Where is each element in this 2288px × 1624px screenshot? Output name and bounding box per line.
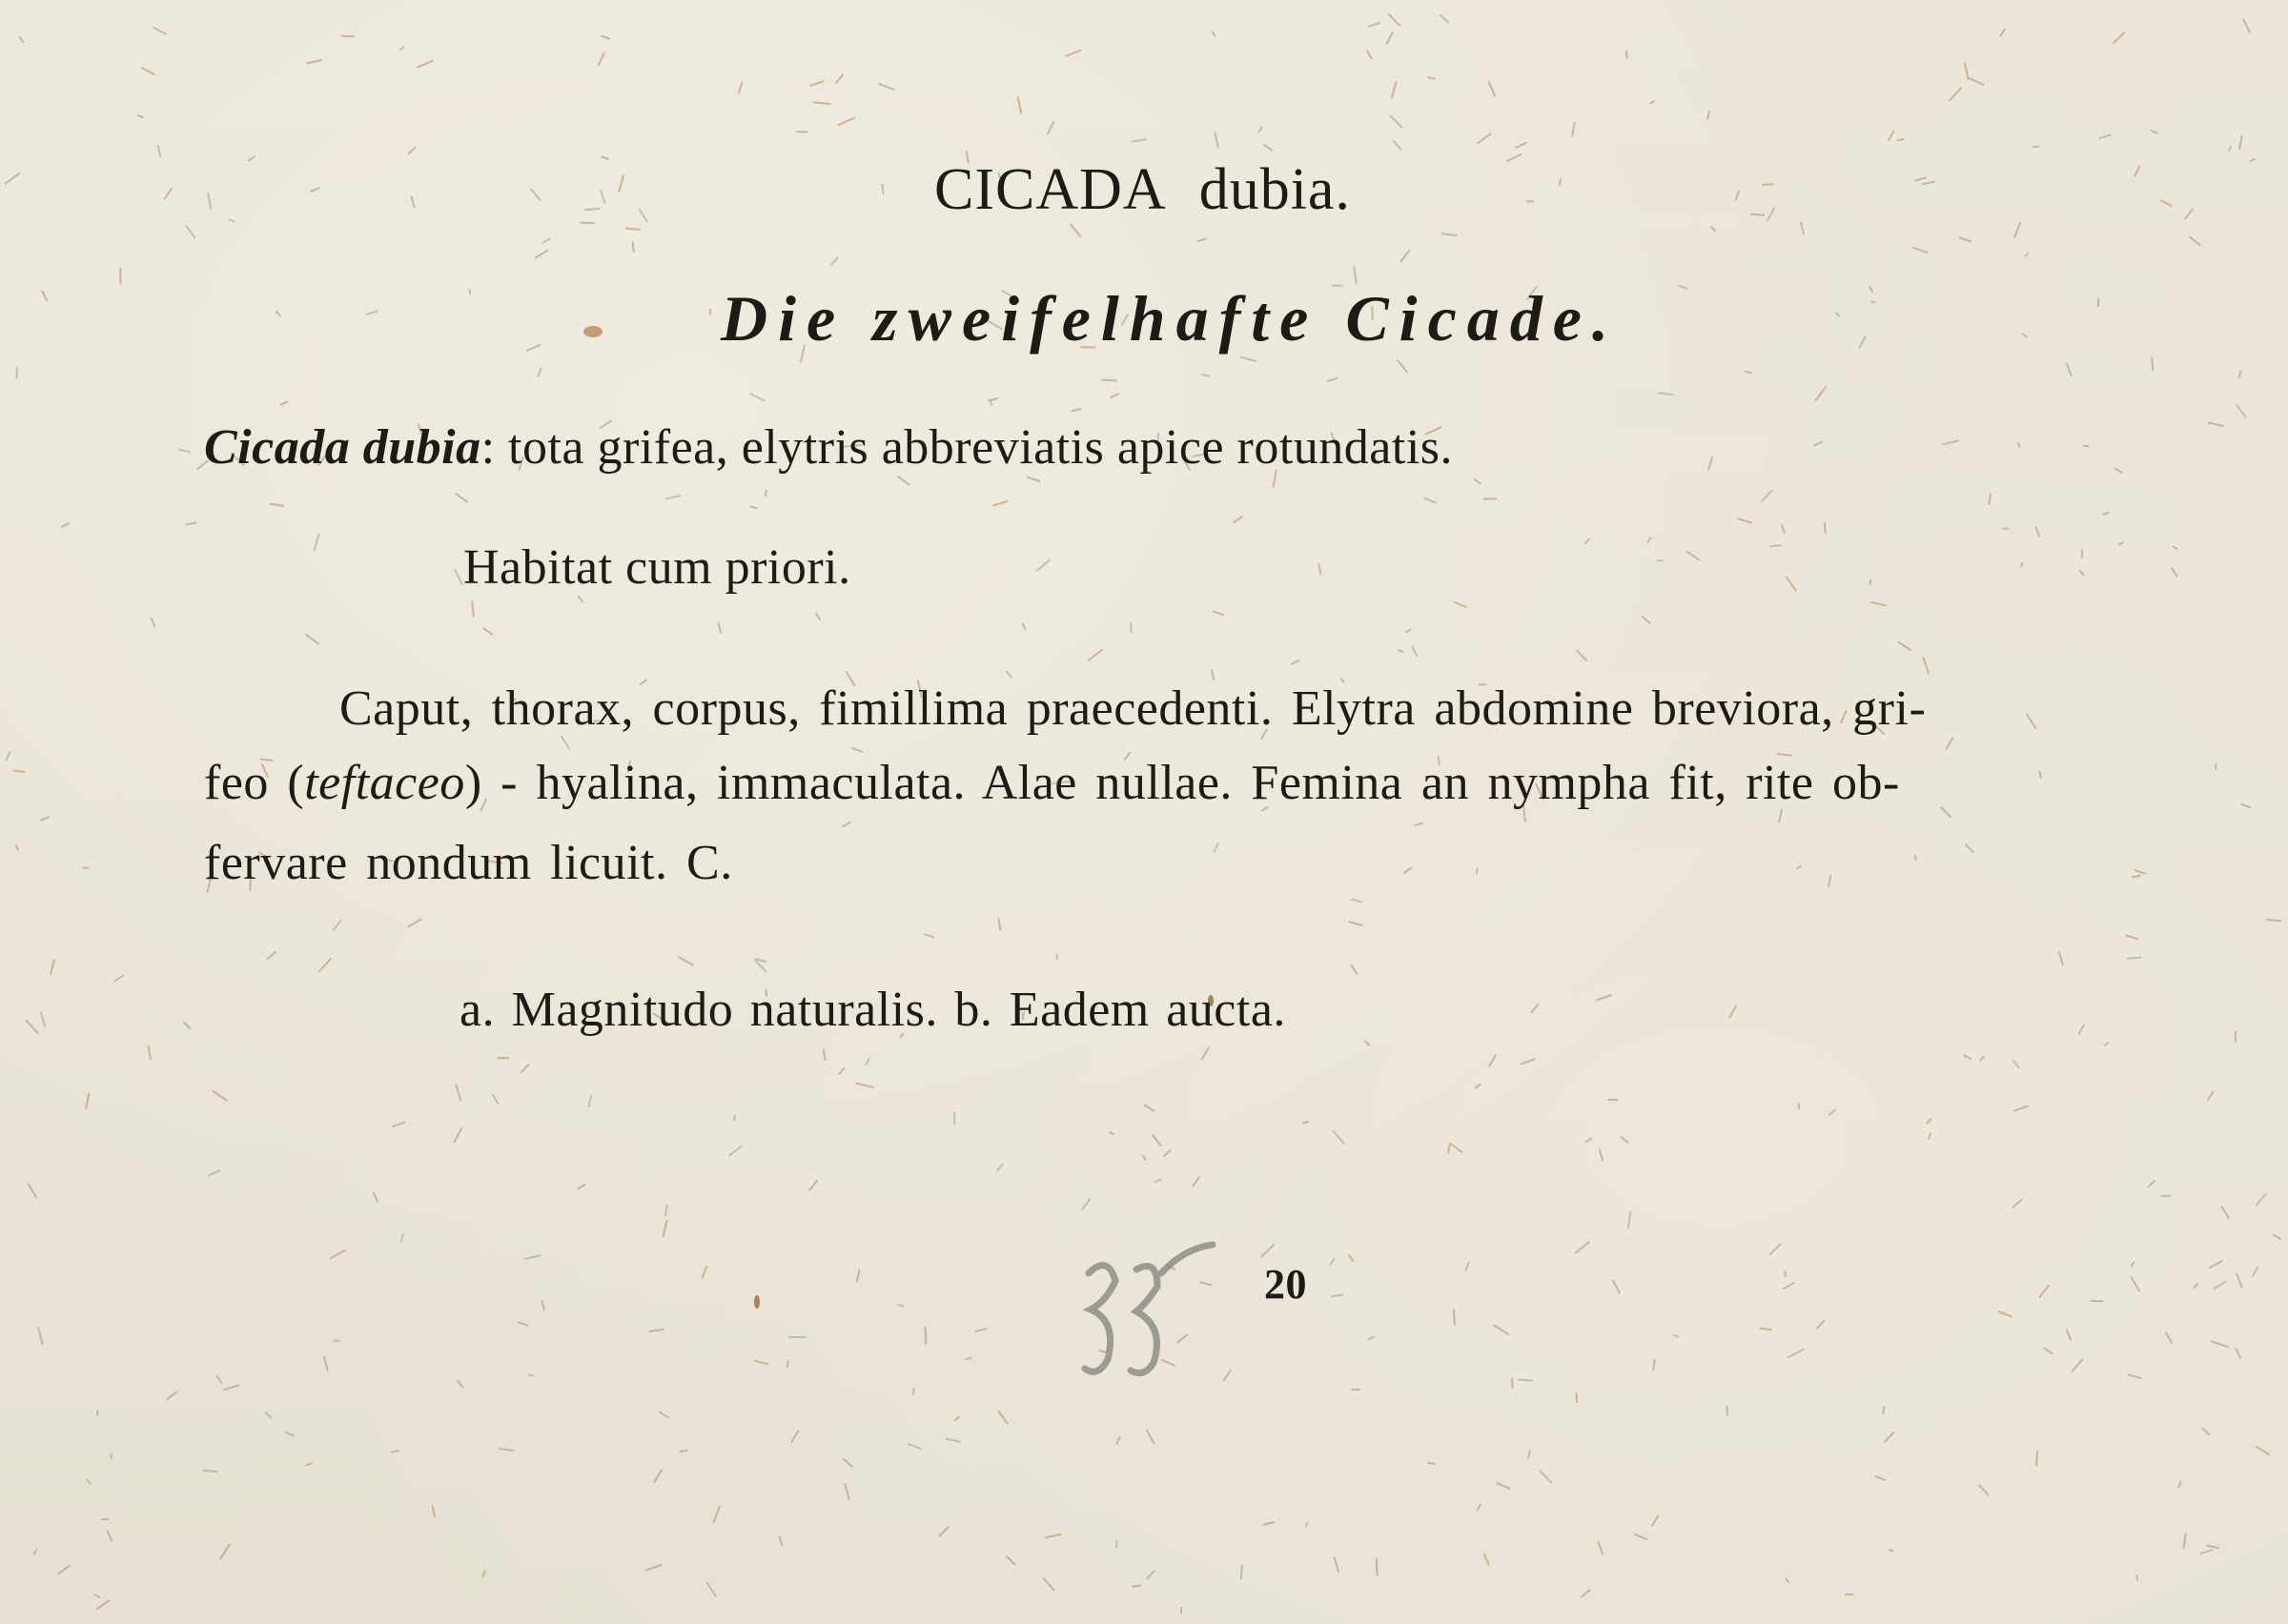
- pencil-mark-scribble: [1070, 1235, 1222, 1397]
- page-subtitle: Die zweifelhafte Cicade.: [721, 282, 1619, 355]
- description-line-1: Caput, thorax, corpus, fimillima praecedenti. Elytra abdomine breviora, gri-: [339, 681, 1927, 736]
- page-title: [934, 157, 1351, 222]
- title-genus: CICADA: [934, 157, 1167, 222]
- description-line-2: [204, 756, 1900, 810]
- description-italic-term: teftaceo: [304, 756, 465, 810]
- description-line-3: fervare nondum licuit. C.: [204, 836, 733, 890]
- diagnosis-species-name: Cicada dubia: [204, 420, 481, 475]
- diagnosis-text: : tota grifea, elytris abbreviatis apice rotundatis.: [480, 420, 1454, 475]
- page-number: 20: [1264, 1261, 1307, 1308]
- title-species: dubia.: [1198, 157, 1351, 222]
- description-line-2-end: ) - hyalina, immaculata. Alae nullae. Femina an nympha fit, rite ob-: [464, 756, 1900, 810]
- habitat-line: Habitat cum priori.: [463, 540, 851, 595]
- description-line-2-start: feo (: [204, 756, 305, 810]
- figure-caption: a. Magnitudo naturalis. b. Eadem aucta.: [460, 983, 1286, 1037]
- diagnosis-line: [204, 420, 1454, 475]
